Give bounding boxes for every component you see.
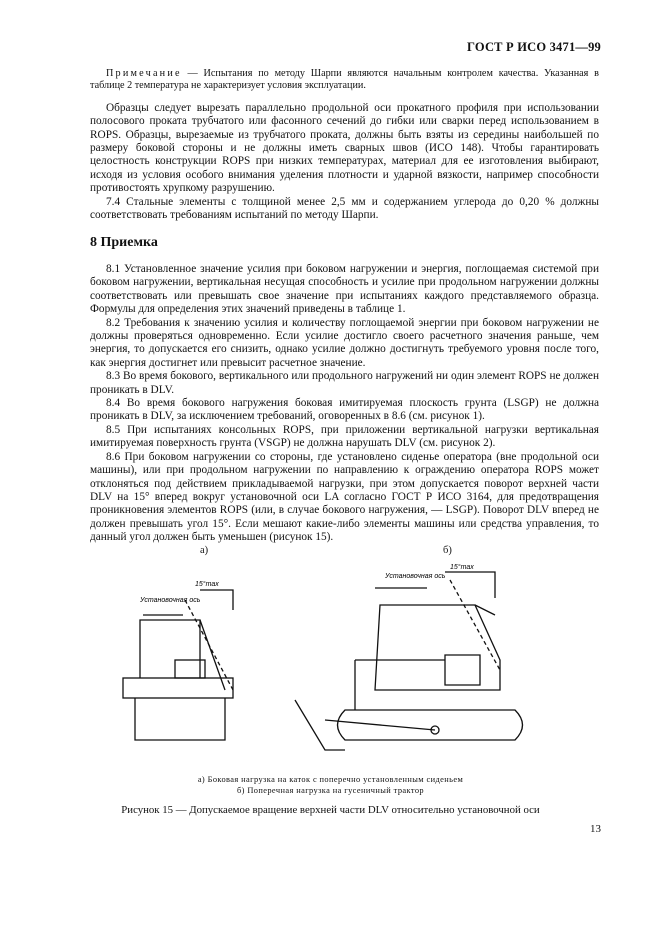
tractor-seat xyxy=(445,655,480,685)
paragraph-8-5: 8.5 При испытаниях консольных ROPS, при приложении вертикальной нагрузки вертикальная имитируемая поверхность грунта (VSGP) не должна нарушать DLV (см. рисунок 2). xyxy=(90,423,599,450)
caption-b: б) Поперечная нагрузка на гусеничный трактор xyxy=(236,785,425,795)
tractor-track xyxy=(338,710,523,740)
angle-annotation-a: 15°max xyxy=(195,581,219,588)
paragraph-8-2: 8.2 Требования к значению усилия и количеству поглощаемой энергии при боковом нагружении не должны проверяться одновременно. Если усилие достигло своего расчетного значения раньше, чем энергия, то допускается его снизить, однако усилие должно достигнуть требуемого уровня после того, как энергия достигнет или превысит расчетное значение. xyxy=(90,316,599,369)
top-text-block xyxy=(90,68,599,222)
tractor-cab xyxy=(375,605,500,690)
paragraph-8-6: 8.6 При боковом нагружении со стороны, где установлено сиденье оператора (вне продольной оси машины), или при продольном нагружении по направлению к ограждению оператора ROPS может отклоняться под действием прикладываемой нагрузки, при этом допускается поворот верхней части DLV на 15° вперед вокруг установочной оси LA согласно ГОСТ Р ИСО 3164, для предотвращения проникновения элементов ROPS (или, в случае бокового нагружения, — LSGP). Поворот DLV вперед не должен превышать угол 15°. Если мешают какие-либо элементы машины или средства управления, то данный угол должен быть уменьшен (рисунок 15). xyxy=(90,450,599,544)
paragraph-8-1: 8.1 Установленное значение усилия при боковом нагружении и энергия, поглощаемая системой при боковом нагружении, вертикальная несущая способность и усилие при продольном нагружении должны соответствовать или превышать свое значение при испытаниях каждого представляемого образца. Формулы для определения этих значений приведены в таблице 1. xyxy=(90,263,599,316)
roller-drawing-a xyxy=(123,590,233,740)
paragraph-7-4: 7.4 Стальные элементы с толщиной менее 2,5 мм и содержанием углерода до 0,20 % должны соответствовать требованиям испытаний по методу Шарпи. xyxy=(90,195,599,222)
page-header: ГОСТ Р ИСО 3471—99 xyxy=(467,40,601,54)
axis-annotation-a: Установочная ось xyxy=(140,597,201,604)
paragraph-8-3: 8.3 Во время бокового, вертикального или продольного нагружений ни один элемент ROPS не должен проникать в DLV. xyxy=(90,370,599,396)
section-8-text xyxy=(90,263,599,545)
note-text: — Испытания по методу Шарпи являются начальным контролем качества. Указанная в таблице 2 температура не характеризует условия эксплуатации. xyxy=(90,68,599,92)
tractor-drawing-b xyxy=(295,572,523,750)
roller-frame xyxy=(123,678,233,698)
caption-a: а) Боковая нагрузка на каток с поперечно установленным сиденьем xyxy=(197,775,464,784)
section-title: 8 Приемка xyxy=(90,235,158,250)
page-number: 13 xyxy=(590,823,601,835)
dlv-rotated-line-a xyxy=(185,600,233,690)
angle-bracket-a xyxy=(200,590,233,610)
blade-arm xyxy=(325,720,435,730)
figure-15-drawing xyxy=(115,560,535,765)
dlv-rotation-line-b xyxy=(475,605,495,615)
dlv-rotated-line-b xyxy=(450,580,500,670)
figure-label-a: а) xyxy=(200,545,209,556)
angle-annotation-b: 15°max xyxy=(450,564,474,571)
axis-annotation-b: Установочная ось xyxy=(385,573,446,580)
figure-title: Рисунок 15 — Допускаемое вращение верхней части DLV относительно установочной оси xyxy=(121,804,540,816)
paragraph-samples: Образцы следует вырезать параллельно продольной оси прокатного профиля при использовании полосового проката трубчатого или фасонного сечений до гибки или сварки перед использованием в ROPS. Образцы, вырезаемые из трубчатого проката, должны быть взяты из середины наибольшей по размеру боковой стороны и не должны иметь сварных швов (ИСО 148). Чтобы гарантировать целостность конструкции ROPS при низких температурах, материал для ее изготовления выбирают, исходя из условия особого внимания уделения плотности и ударной вязкости, например способности противостоять хрупкому разрушению. xyxy=(90,101,599,195)
roller-drum xyxy=(135,698,225,740)
dlv-rotation-line-a xyxy=(200,620,225,690)
angle-bracket-b xyxy=(445,572,495,598)
roller-cab-frame xyxy=(140,620,200,678)
note-lead: Примечание xyxy=(106,68,182,79)
figure-label-b: б) xyxy=(443,545,452,556)
figure-captions xyxy=(90,775,571,796)
note-paragraph xyxy=(90,68,599,93)
paragraph-8-4: 8.4 Во время бокового нагружения боковая имитируемая плоскость грунта (LSGP) не должна проникать в DLV, за исключением требований, оговоренных в 8.6 (см. рисунок 1). xyxy=(90,397,599,423)
